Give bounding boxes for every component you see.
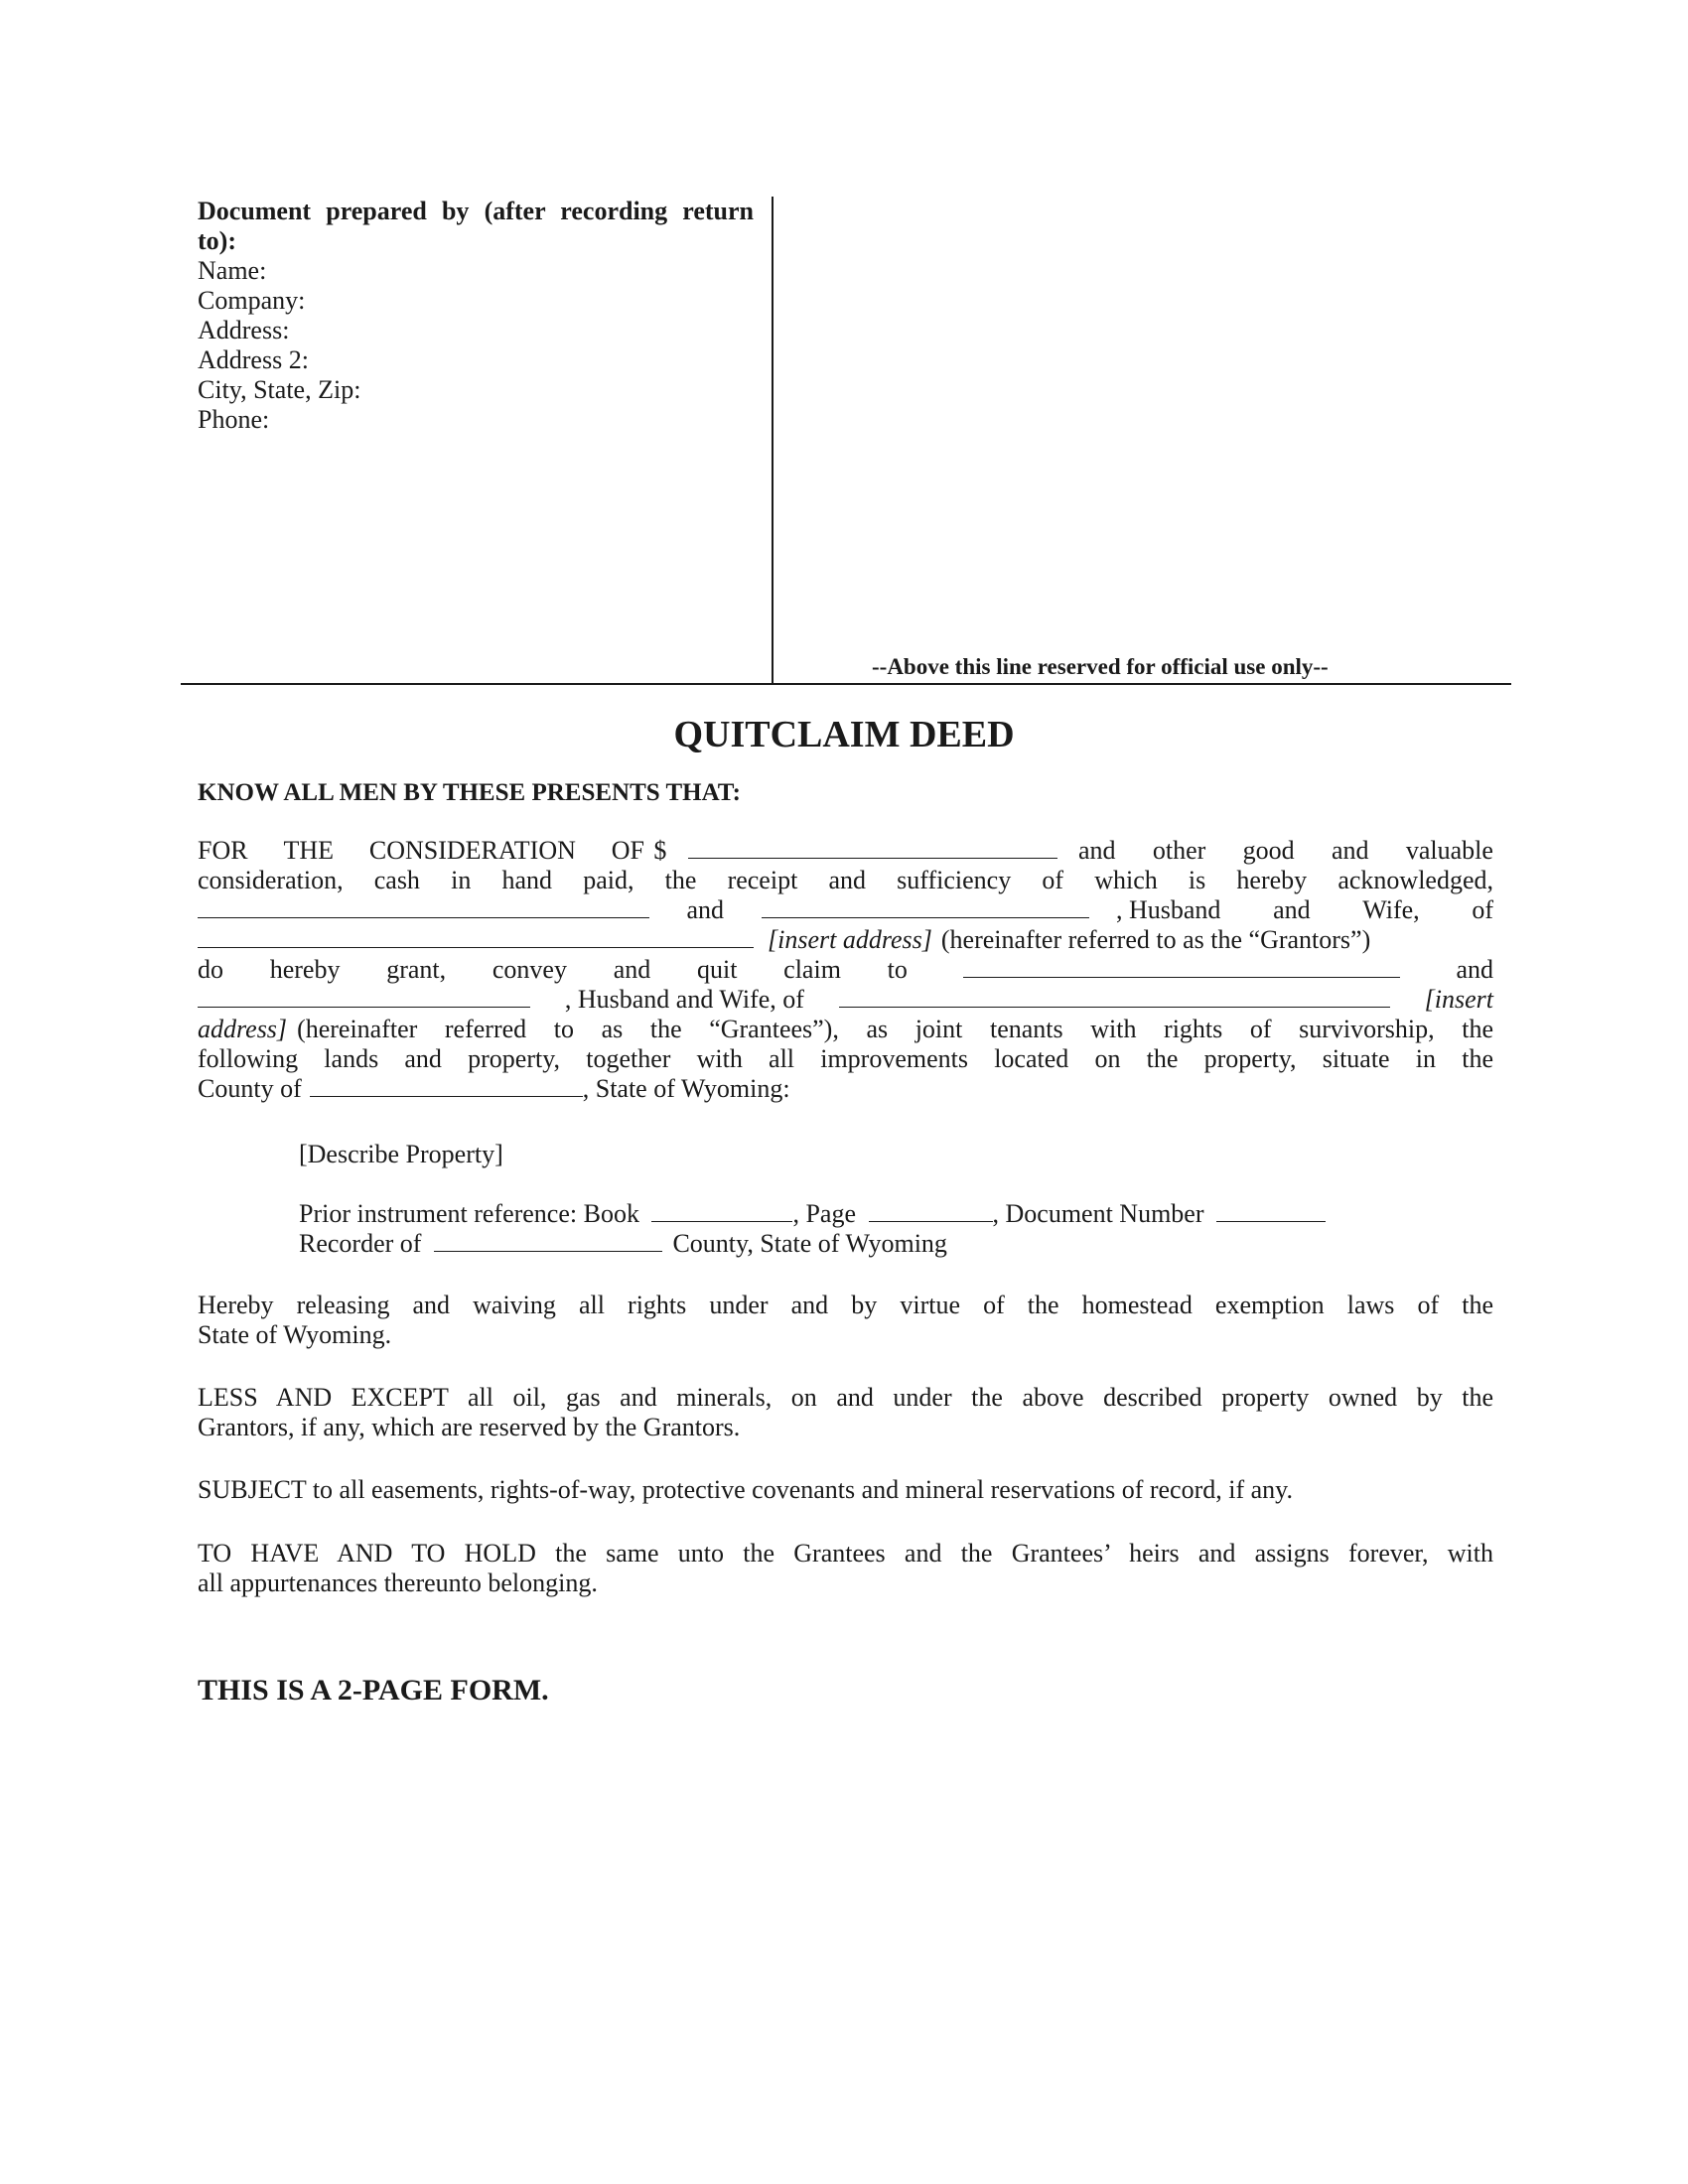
consideration-line-6 [198,985,1493,1015]
grantor-address-blank[interactable] [198,925,754,948]
field-company-label: Company: [198,286,306,315]
field-address2-label: Address 2: [198,345,309,374]
text-for: FOR [198,836,248,865]
grantee2-name-blank[interactable] [198,985,530,1008]
grant-convey-text: do hereby grant, convey and quit claim to [198,955,908,984]
less-except-line-2: Grantors, if any, which are reserved by the Grantors. [198,1413,741,1441]
field-city-state-zip-label: City, State, Zip: [198,375,361,404]
consideration-line-5 [198,955,1493,985]
grantees-reference: (hereinafter referred to as the “Grantees”), as joint tenants with rights of survivorship, the [297,1015,1493,1043]
document-number-blank[interactable] [1216,1199,1326,1222]
subject-paragraph [198,1475,1493,1505]
grantee1-name-blank[interactable] [963,955,1400,978]
husband-wife-of-2: , Husband and Wife, of [564,985,804,1014]
habendum-line-2: all appurtenances thereunto belonging. [198,1569,598,1597]
grantee-address-blank[interactable] [839,985,1390,1008]
prior-instrument-line-1 [299,1199,1441,1229]
and-text: and [686,895,725,924]
page-label: , Page [792,1199,856,1228]
consideration-paragraph [198,836,1493,1104]
field-name-label: Name: [198,256,267,285]
grantor1-name-blank[interactable] [198,895,649,918]
subject-line: SUBJECT to all easements, rights-of-way, protective covenants and mineral reservations of record, if any. [198,1475,1293,1504]
book-label: Prior instrument reference: Book [299,1199,639,1228]
grantors-reference: (hereinafter referred to as the “Grantors”) [940,925,1371,954]
prior-instrument-block [299,1199,1441,1259]
state-of-wyoming-text: , State of Wyoming: [582,1074,790,1103]
page-title: QUITCLAIM DEED [673,714,1015,755]
consideration-line-2: consideration, cash in hand paid, the receipt and sufficiency of which is hereby acknowledged, [198,866,1493,894]
consideration-tail: and other good and valuable [1077,836,1493,865]
county-state-label: County, State of Wyoming [672,1229,947,1258]
homestead-paragraph [198,1291,1493,1350]
habendum-paragraph [198,1539,1493,1598]
describe-property: [Describe Property] [299,1140,503,1168]
consideration-line-9 [198,1074,1493,1104]
know-all-heading: KNOW ALL MEN BY THESE PRESENTS THAT: [198,779,741,806]
document-number-label: , Document Number [992,1199,1204,1228]
official-use-note: --Above this line reserved for official use only-- [872,654,1329,679]
prepared-by-block [198,197,754,435]
consideration-line-1: FOR THE CONSIDERATION OF $ and other good and valuable [198,836,1493,865]
prepared-by-title: Document prepared by (after recording return to): [198,197,754,255]
consideration-line-7 [198,1015,1493,1044]
husband-wife-of: , Husband and Wife, of [1116,895,1493,924]
dollar-sign: $ [653,836,667,865]
homestead-line-1: Hereby releasing and waiving all rights under and by virtue of the homestead exemption laws of the [198,1291,1493,1319]
book-blank[interactable] [651,1199,792,1222]
recorder-county-blank[interactable] [434,1229,662,1252]
horizontal-divider [181,683,1511,685]
vertical-divider [772,197,774,683]
page-blank[interactable] [869,1199,993,1222]
two-page-form-note: THIS IS A 2-PAGE FORM. [198,1674,549,1706]
consideration-line-4 [198,925,1493,955]
insert-placeholder: [insert [1424,985,1493,1014]
county-of-text: County of [198,1074,302,1103]
consideration-amount-blank[interactable] [688,836,1057,859]
consideration-line-3 [198,895,1493,925]
prior-instrument-line-2 [299,1229,1441,1259]
recorder-of-label: Recorder of [299,1229,422,1258]
habendum-line-1: TO HAVE AND TO HOLD the same unto the Grantees and the Grantees’ heirs and assigns forever, with [198,1539,1493,1568]
less-except-line-1: LESS AND EXCEPT all oil, gas and minerals, on and under the above described property owned by the [198,1383,1493,1412]
less-except-paragraph [198,1383,1493,1442]
consideration-line-8: following lands and property, together with all improvements located on the property, situate in the [198,1044,1493,1073]
insert-address-placeholder: [insert address] [768,925,932,954]
county-blank[interactable] [310,1074,583,1097]
field-address-label: Address: [198,316,290,344]
grantor2-name-blank[interactable] [762,895,1089,918]
field-phone-label: Phone: [198,405,270,434]
homestead-line-2: State of Wyoming. [198,1320,392,1349]
address-placeholder: address] [198,1015,288,1043]
and-text-2: and [1456,955,1493,984]
